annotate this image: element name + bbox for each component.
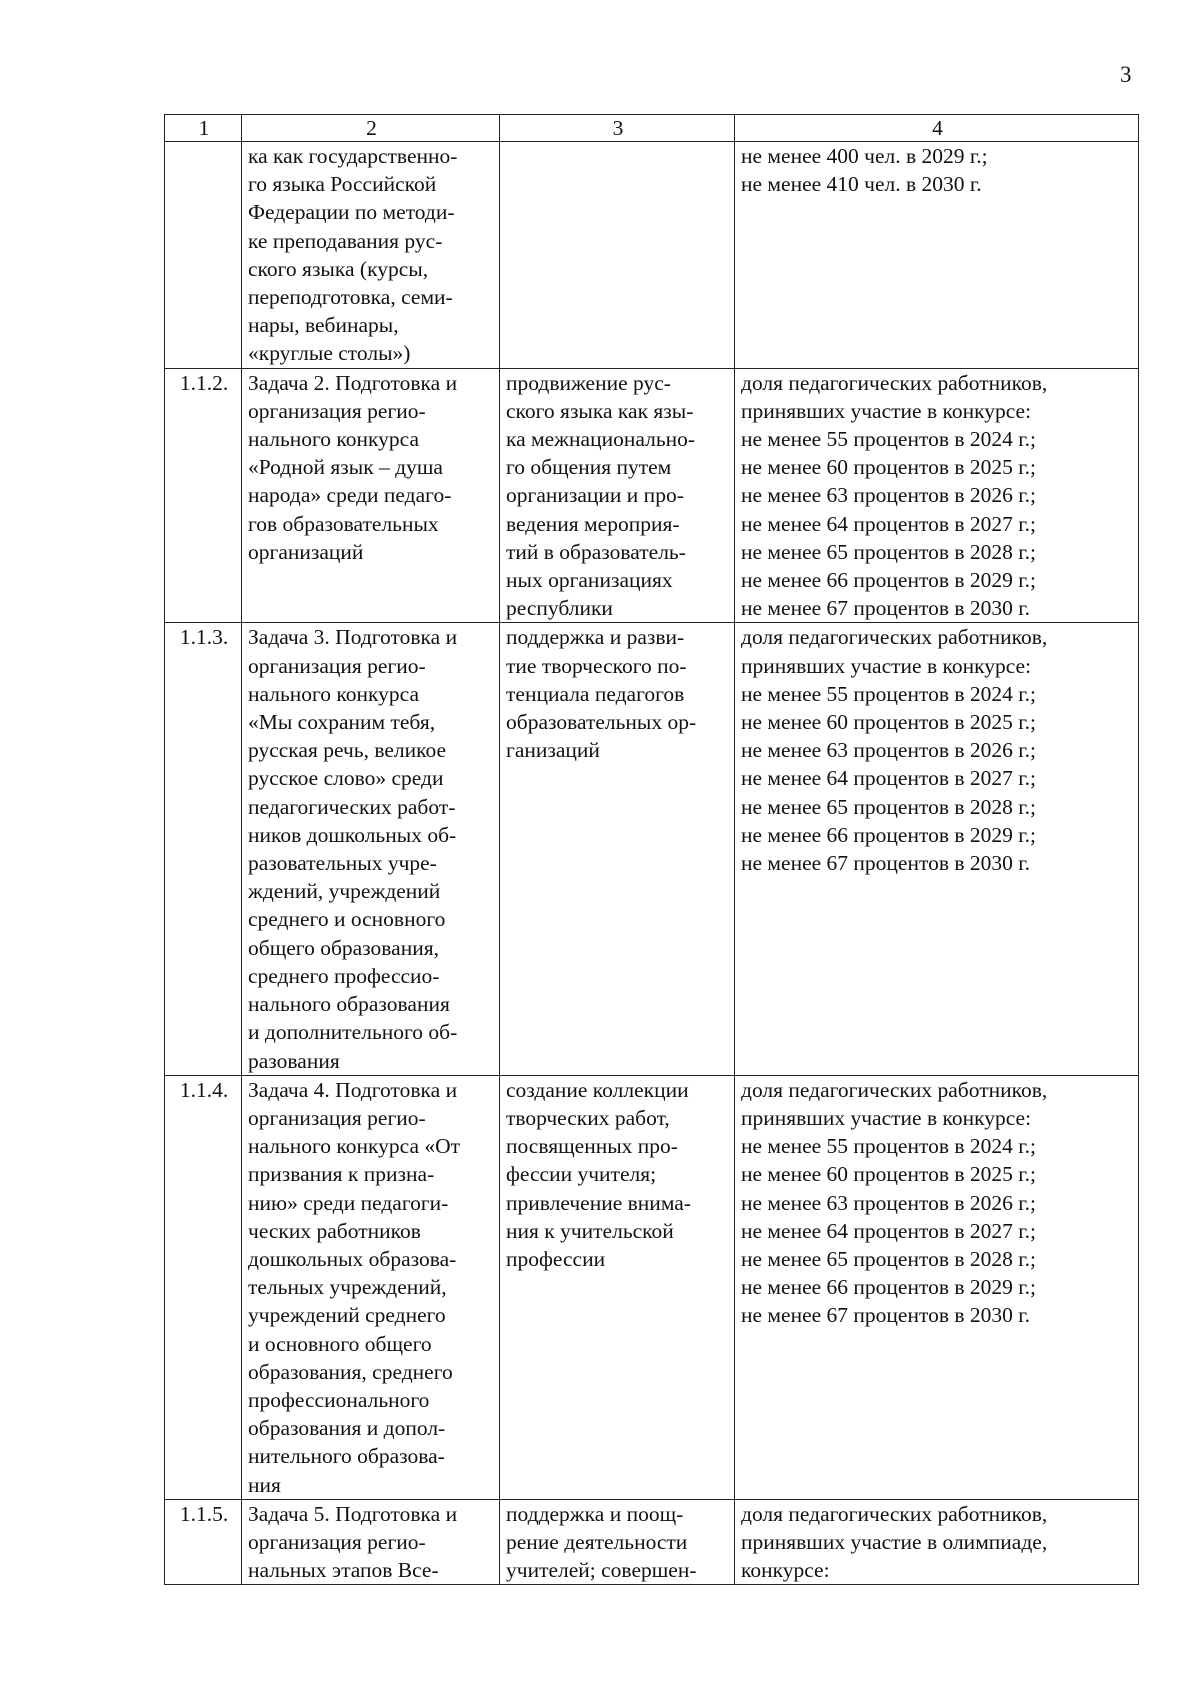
indicator-text-line: не менее 65 процентов в 2028 г.; [741,539,1037,564]
indicator-text-line: не менее 60 процентов в 2025 г.; [741,455,1037,480]
indicator-text-line: принявших участие в конкурсе: [741,398,1032,423]
result-text-line: республики [506,596,613,621]
indicator-cell [735,142,1139,369]
task-text-line: Задача 3. Подготовка и [248,625,458,650]
indicator-cell [735,1075,1139,1499]
task-text-line: «круглые столы») [248,341,411,366]
result-text-line: профессии [506,1246,606,1271]
row-number-cell: 1.1.2. [165,368,242,623]
table-row [165,623,1139,1075]
page-number: 3 [1120,62,1132,87]
task-text-line: гов образовательных [248,511,439,536]
indicator-cell [735,1499,1139,1585]
column-header-4: 4 [735,115,1139,142]
indicator-text-line: не менее 60 процентов в 2025 г.; [741,1162,1037,1187]
indicator-text-line: не менее 410 чел. в 2030 г. [741,172,982,197]
task-text-line: русская речь, великое [248,738,447,763]
result-text-line: ганизаций [506,738,600,763]
task-text-line: нального конкурса «От [248,1134,461,1159]
result-text-line: поддержка и поощ- [506,1501,684,1526]
result-text-line: привлечение внима- [506,1190,691,1215]
table-header-row [165,115,1139,142]
task-text-line: организация регио- [248,398,426,423]
result-text-line: творческих работ, [506,1105,670,1130]
row-number-cell: 1.1.4. [165,1075,242,1499]
task-text-line: общего образования, [248,935,439,960]
task-text-line: разования [248,1048,340,1073]
indicator-text-line: не менее 64 процентов в 2027 г.; [741,766,1037,791]
task-text-line: дошкольных образова- [248,1246,457,1271]
result-cell [500,1499,735,1585]
task-text-line: нального конкурса [248,681,420,706]
result-text-line: организации и про- [506,483,684,508]
result-text-line: ка межнационально- [506,427,696,452]
task-text-line: и дополнительного об- [248,1020,458,1045]
task-text-line: нительного образова- [248,1444,445,1469]
task-cell [242,1075,500,1499]
column-header-3: 3 [500,115,735,142]
result-text-line: тий в образователь- [506,539,686,564]
task-text-line: и основного общего [248,1331,432,1356]
result-text-line: поддержка и разви- [506,625,685,650]
task-text-line: народа» среди педаго- [248,483,452,508]
task-text-line: «Мы сохраним тебя, [248,710,436,735]
task-text-line: нального конкурса [248,427,420,452]
result-text-line: го общения путем [506,455,672,480]
task-text-line: среднего и основного [248,907,446,932]
task-cell [242,623,500,1075]
task-cell [242,1499,500,1585]
result-cell [500,368,735,623]
result-text-line: фессии учителя; [506,1162,657,1187]
result-text-line: продвижение рус- [506,370,671,395]
result-cell [500,142,735,369]
task-text-line: ния [248,1472,281,1497]
result-text-line: ведения мероприя- [506,511,680,536]
result-text-line: посвященных про- [506,1134,678,1159]
indicator-text-line: не менее 55 процентов в 2024 г.; [741,681,1037,706]
row-number-cell [165,142,242,369]
indicator-text-line: не менее 64 процентов в 2027 г.; [741,511,1037,536]
task-text-line: педагогических работ- [248,794,456,819]
indicator-text-line: не менее 400 чел. в 2029 г.; [741,144,988,168]
task-text-line: ка как государственно- [248,144,458,168]
table-body [165,142,1139,1585]
indicator-text-line: не менее 63 процентов в 2026 г.; [741,1190,1037,1215]
result-cell [500,1075,735,1499]
task-text-line: переподготовка, семи- [248,285,453,310]
task-text-line: Задача 2. Подготовка и [248,370,458,395]
task-text-line: го языка Российской [248,172,437,197]
task-text-line: профессионального [248,1387,430,1412]
result-text-line: ных организациях [506,568,673,593]
indicator-text-line: доля педагогических работников, [741,625,1048,650]
task-text-line: организация регио- [248,653,426,678]
result-text-line: рение деятельности [506,1529,688,1554]
result-text-line: учителей; совершен- [506,1558,697,1583]
task-text-line: учреждений среднего [248,1303,446,1328]
column-header-1: 1 [165,115,242,142]
indicator-text-line: не менее 66 процентов в 2029 г.; [741,1275,1037,1300]
indicator-cell [735,623,1139,1075]
task-text-line: образования и допол- [248,1416,446,1441]
table-row [165,142,1139,369]
indicator-text-line: не менее 55 процентов в 2024 г.; [741,1134,1037,1159]
indicator-text-line: не менее 67 процентов в 2030 г. [741,851,1031,876]
result-text-line: создание коллекции [506,1077,689,1102]
task-text-line: Задача 5. Подготовка и [248,1501,458,1526]
task-text-line: Задача 4. Подготовка и [248,1077,458,1102]
task-text-line: нию» среди педагоги- [248,1190,449,1215]
column-header-2: 2 [242,115,500,142]
task-text-line: ческих работников [248,1218,421,1243]
indicator-text-line: не менее 66 процентов в 2029 г.; [741,822,1037,847]
result-text-line: тенциала педагогов [506,681,685,706]
indicator-text-line: принявших участие в конкурсе: [741,653,1032,678]
result-text-line: ния к учительской [506,1218,674,1243]
indicator-text-line: не менее 66 процентов в 2029 г.; [741,568,1037,593]
result-text-line: образовательных ор- [506,710,697,735]
task-text-line: тельных учреждений, [248,1275,447,1300]
task-text-line: ждений, учреждений [248,879,441,904]
task-text-line: русское слово» среди [248,766,444,791]
task-text-line: ского языка (курсы, [248,256,429,281]
task-text-line: нальных этапов Все- [248,1558,439,1583]
indicator-text-line: не менее 55 процентов в 2024 г.; [741,427,1037,452]
task-text-line: призвания к призна- [248,1162,435,1187]
indicator-text-line: доля педагогических работников, [741,1501,1048,1526]
indicator-text-line: не менее 65 процентов в 2028 г.; [741,1246,1037,1271]
task-text-line: ников дошкольных об- [248,822,457,847]
task-text-line: образования, среднего [248,1359,453,1384]
task-text-line: среднего профессио- [248,963,440,988]
indicator-text-line: не менее 64 процентов в 2027 г.; [741,1218,1037,1243]
task-text-line: организация регио- [248,1529,426,1554]
indicator-cell [735,368,1139,623]
task-text-line: нары, вебинары, [248,313,399,338]
table-row [165,368,1139,623]
task-text-line: «Родной язык – душа [248,455,443,480]
indicator-text-line: принявших участие в олимпиаде, [741,1529,1048,1554]
task-text-line: Федерации по методи- [248,200,455,225]
indicator-text-line: доля педагогических работников, [741,370,1048,395]
program-tasks-table [164,114,1139,1585]
table-row [165,1499,1139,1585]
indicator-text-line: доля педагогических работников, [741,1077,1048,1102]
row-number-cell: 1.1.3. [165,623,242,1075]
indicator-text-line: не менее 65 процентов в 2028 г.; [741,794,1037,819]
indicator-text-line: не менее 63 процентов в 2026 г.; [741,738,1037,763]
table-row [165,1075,1139,1499]
result-text-line: тие творческого по- [506,653,687,678]
task-cell [242,142,500,369]
indicator-text-line: принявших участие в конкурсе: [741,1105,1032,1130]
result-text-line: ского языка как язы- [506,398,694,423]
indicator-text-line: не менее 67 процентов в 2030 г. [741,596,1031,621]
indicator-text-line: конкурсе: [741,1558,830,1583]
task-cell [242,368,500,623]
result-cell [500,623,735,1075]
task-text-line: нального образования [248,992,450,1017]
task-text-line: разовательных учре- [248,851,437,876]
task-text-line: ке преподавания рус- [248,228,443,253]
task-text-line: организаций [248,539,364,564]
task-text-line: организация регио- [248,1105,426,1130]
row-number-cell: 1.1.5. [165,1499,242,1585]
indicator-text-line: не менее 60 процентов в 2025 г.; [741,710,1037,735]
indicator-text-line: не менее 63 процентов в 2026 г.; [741,483,1037,508]
indicator-text-line: не менее 67 процентов в 2030 г. [741,1303,1031,1328]
